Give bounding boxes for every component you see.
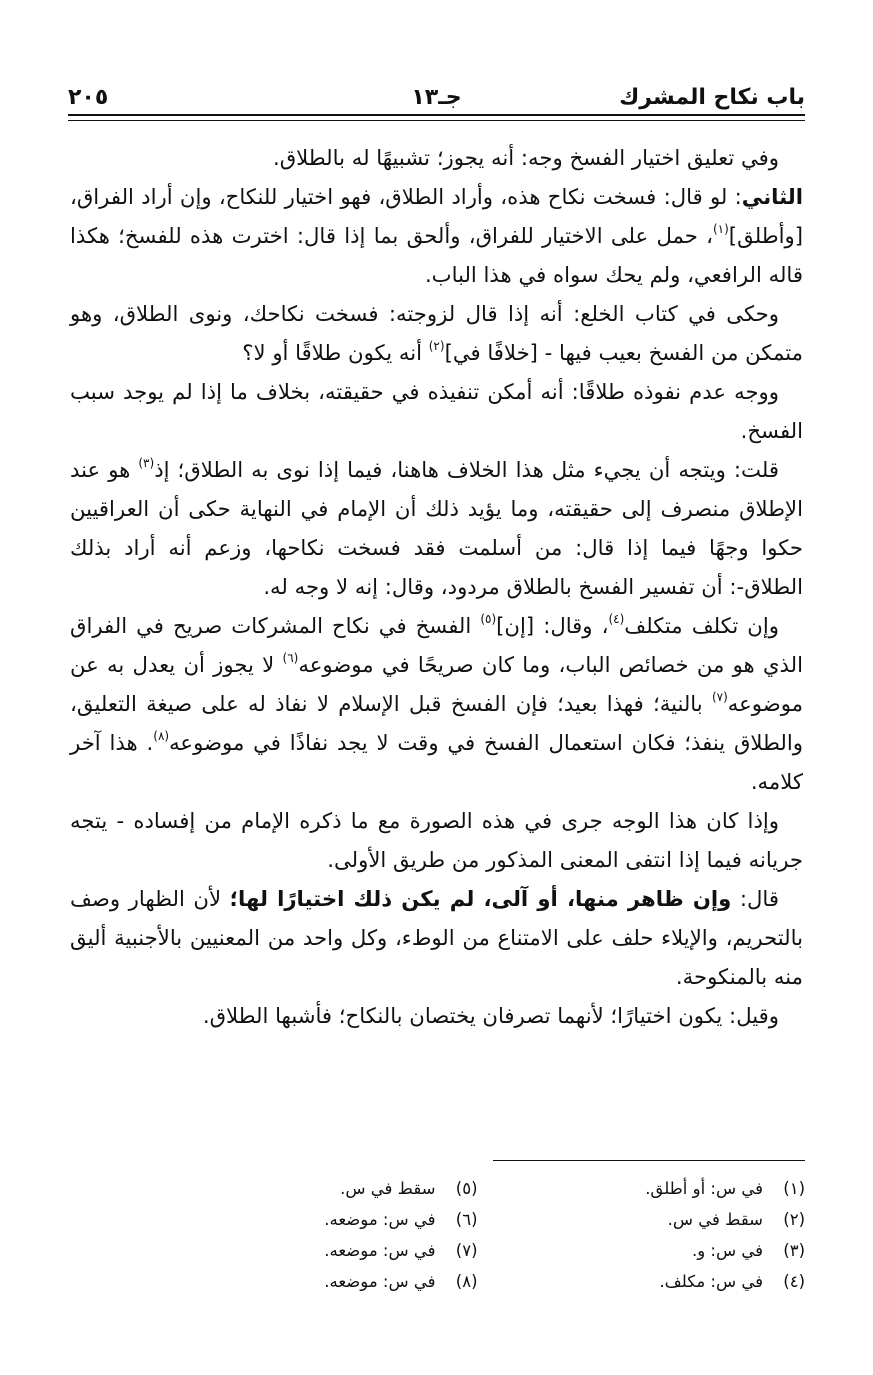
volume-label: جـ١٣: [411, 85, 462, 110]
paragraph: [70, 450, 803, 606]
page-number: ٢٠٥: [68, 85, 109, 110]
footnote: [180, 1173, 478, 1204]
footnote: [508, 1235, 806, 1266]
header-rule: [68, 114, 805, 116]
footnote-number: (٣): [783, 1241, 805, 1260]
chapter-title: باب نكاح المشرك: [619, 85, 805, 110]
footnote-marker: (٣): [138, 456, 155, 470]
footnote-text: في س: مكلف.: [659, 1272, 763, 1291]
footnote-number: (١): [783, 1179, 805, 1198]
footnote-number: (٨): [455, 1272, 478, 1291]
footnote-number: (٤): [783, 1272, 805, 1291]
text-run: ، حمل على الاختيار للفراق، وألحق بما إذا قال: اخترت هذه للفسخ؛ هكذا قاله الرافعي، ولم يحك سواه في هذا الباب.: [70, 223, 803, 287]
footnote-text: في س: موضعه.: [324, 1241, 436, 1260]
footnote-number: (٧): [455, 1241, 478, 1260]
running-header: [68, 68, 805, 110]
text-run: وفي تعليق اختيار الفسخ وجه: أنه يجوز؛ تشبيهًا له بالطلاق.: [272, 145, 779, 170]
text-run: ، وقال: [إن]: [496, 613, 609, 638]
paragraph: [70, 138, 803, 177]
bold-text: وإن ظاهر منها، أو آلى، لم يكن ذلك اختيارًا لها؛: [229, 886, 732, 911]
footnote-text: في س: موضعه.: [324, 1210, 436, 1229]
footnote-text: في س: موضعه.: [324, 1272, 436, 1291]
footnote-text: سقط في س.: [667, 1210, 763, 1229]
footnote-text: سقط في س.: [340, 1179, 436, 1198]
footnote: [508, 1204, 806, 1235]
footnotes: [180, 1173, 805, 1297]
paragraph: [70, 801, 803, 879]
main-text: [70, 138, 803, 1035]
footnotes-right-column: [508, 1173, 806, 1297]
footnote-number: (٥): [455, 1179, 478, 1198]
text-run: لا يجوز أن يعدل به عن موضوعه: [70, 652, 803, 716]
paragraph: [70, 177, 803, 294]
paragraph: [70, 996, 803, 1035]
text-run: الفسخ في نكاح المشركات صريح في الفراق الذي هو من خصائص الباب، وما كان صريحًا في موضوعه: [70, 613, 803, 677]
footnotes-left-column: [180, 1173, 478, 1297]
text-run: وحكى في كتاب الخلع: أنه إذا قال لزوجته: فسخت نكاحك، ونوى الطلاق، وهو متمكن من الفسخ بعيب فيها - [خلافًا في]: [70, 301, 803, 365]
bold-text: الثاني: [741, 184, 803, 209]
footnote-text: في س: أو أطلق.: [645, 1179, 763, 1198]
text-run: ووجه عدم نفوذه طلاقًا: أنه أمكن تنفيذه في حقيقته، بخلاف ما إذا لم يوجد سبب الفسخ.: [70, 379, 803, 443]
footnote: [180, 1266, 478, 1297]
text-run: قال:: [731, 886, 780, 911]
text-run: . هذا آخر كلامه.: [70, 730, 803, 794]
text-run: وإذا كان هذا الوجه جرى في هذه الصورة مع ما ذكره الإمام من إفساده - يتجه جريانه فيما إذا انتفى المعنى المذكور من طريق الأولى.: [70, 808, 803, 872]
footnote-separator: [493, 1160, 805, 1161]
header-rule-thin: [68, 120, 805, 121]
footnote-text: في س: و.: [691, 1241, 763, 1260]
footnote: [508, 1266, 806, 1297]
footnote-number: (٦): [455, 1210, 478, 1229]
footnote-marker: (١): [712, 222, 729, 236]
text-run: بالنية؛ فهذا بعيد؛ فإن الفسخ قبل الإسلام لا نفاذ له على صيغة التعليق، والطلاق ينفذ؛ فكان استعمال الفسخ في وقت لا يجد نفاذًا في موضوعه: [70, 691, 804, 755]
footnote: [180, 1204, 478, 1235]
footnote: [508, 1173, 806, 1204]
text-run: قلت: ويتجه أن يجيء مثل هذا الخلاف هاهنا، فيما إذا نوى به الطلاق؛ إذ: [154, 457, 780, 482]
paragraph: [70, 879, 803, 996]
paragraph: [70, 372, 803, 450]
footnote-marker: (٨): [153, 729, 170, 743]
text-run: لأن الظهار وصف بالتحريم، والإيلاء حلف على الامتناع من الوطء، وكل واحد من المعنيين بالأجنبية أليق منه بالمنكوحة.: [70, 886, 803, 989]
text-run: وإن تكلف متكلف: [624, 613, 779, 638]
text-run: أنه يكون طلاقًا أو لا؟: [242, 340, 429, 365]
text-run: : لو قال: فسخت نكاح هذه، وأراد الطلاق، فهو اختيار للنكاح، وإن أراد الفراق، [وأطلق]: [70, 184, 803, 248]
footnote-marker: (٢): [428, 339, 445, 353]
paragraph: [70, 294, 803, 372]
footnote-number: (٢): [783, 1210, 805, 1229]
text-run: وقيل: يكون اختيارًا؛ لأنهما تصرفان يختصان بالنكاح؛ فأشبها الطلاق.: [202, 1003, 779, 1028]
paragraph: [70, 606, 803, 801]
footnote-marker: (٤): [608, 612, 625, 626]
text-run: هو عند الإطلاق منصرف إلى حقيقته، وما يؤيد ذلك أن الإمام في النهاية حكى أن العراقيين حكوا وجهًا فيما إذا قال: من أسلمت فقد فسخت نكاحها، وزعم أنه أراد بذلك الطلاق-: أن تفسير الفسخ بالطلاق مردود، وقال: إنه لا وجه له.: [70, 457, 803, 599]
footnote-marker: (٧): [711, 690, 728, 704]
footnote-marker: (٥): [480, 612, 497, 626]
footnote-marker: (٦): [282, 651, 299, 665]
footnote: [180, 1235, 478, 1266]
